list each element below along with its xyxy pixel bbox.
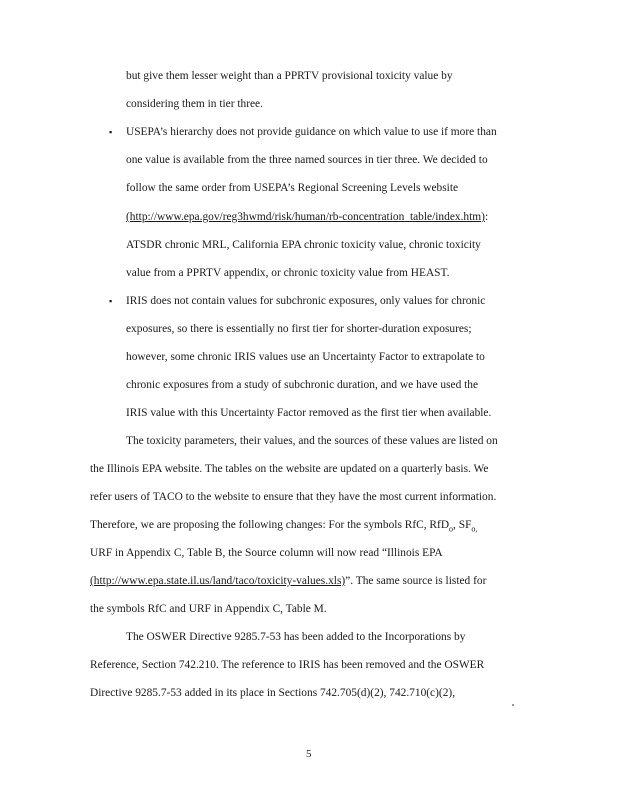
- text-line-17-mid: , SF: [453, 519, 472, 531]
- text-line-6: [126, 210, 488, 224]
- text-line-4: one value is available from the three named sources in tier three. We decided to: [126, 154, 488, 166]
- text-line-9: IRIS does not contain values for subchronic exposures, only values for chronic: [126, 295, 486, 307]
- page-number: 5: [306, 748, 312, 760]
- text-line-10: exposures, so there is essentially no first tier for shorter-duration exposures;: [126, 323, 472, 335]
- text-line-23: Directive 9285.7-53 added in its place in Sections 742.705(d)(2), 742.710(c)(2),: [90, 687, 456, 699]
- text-line-17: [90, 518, 477, 536]
- text-line-13: IRIS value with this Uncertainty Factor removed as the first tier when available.: [126, 407, 492, 419]
- text-line-22: Reference, Section 742.210. The reference to IRIS has been removed and the OSWER: [90, 659, 485, 671]
- text-line-6-tail: :: [484, 211, 489, 223]
- text-line-14: The toxicity parameters, their values, and the sources of these values are listed on: [126, 435, 498, 447]
- text-line-3: USEPA’s hierarchy does not provide guidance on which value to use if more than: [126, 126, 497, 138]
- text-line-19: [90, 574, 486, 588]
- subscript-o-1: o: [449, 524, 454, 534]
- text-line-16: refer users of TACO to the website to ensure that they have the most current information.: [90, 491, 497, 503]
- bullet-1: ▪: [109, 127, 113, 137]
- text-line-5: follow the same order from USEPA’s Regional Screening Levels website: [126, 182, 459, 194]
- text-line-8: value from a PPRTV appendix, or chronic toxicity value from HEAST.: [126, 267, 450, 279]
- regional-screening-levels-link[interactable]: (http://www.epa.gov/reg3hwmd/risk/human/rb-concentration_table/index.htm): [126, 211, 485, 223]
- toxicity-values-link[interactable]: (http://www.epa.state.il.us/land/taco/toxicity-values.xls): [90, 575, 346, 587]
- scan-speck: [512, 704, 514, 706]
- text-line-21: The OSWER Directive 9285.7-53 has been added to the Incorporations by: [126, 631, 466, 643]
- text-line-1: but give them lesser weight than a PPRTV provisional toxicity value by: [126, 70, 453, 82]
- text-line-19-tail: ”. The same source is listed for: [345, 575, 487, 587]
- text-line-12: chronic exposures from a study of subchronic duration, and we have used the: [126, 379, 479, 391]
- bullet-2: ▪: [109, 296, 113, 306]
- text-line-7: ATSDR chronic MRL, California EPA chronic toxicity value, chronic toxicity: [126, 239, 481, 251]
- text-line-20: the symbols RfC and URF in Appendix C, Table M.: [90, 603, 327, 615]
- text-line-11: however, some chronic IRIS values use an Uncertainty Factor to extrapolate to: [126, 351, 485, 363]
- text-line-17-main: Therefore, we are proposing the following changes: For the symbols RfC, RfD: [90, 519, 450, 531]
- text-line-2: considering them in tier three.: [126, 98, 263, 110]
- text-line-18: URF in Appendix C, Table B, the Source column will now read “Illinois EPA: [90, 547, 443, 559]
- text-line-15: the Illinois EPA website. The tables on the website are updated on a quarterly basis. We: [90, 463, 489, 475]
- subscript-o-2: o,: [471, 524, 478, 534]
